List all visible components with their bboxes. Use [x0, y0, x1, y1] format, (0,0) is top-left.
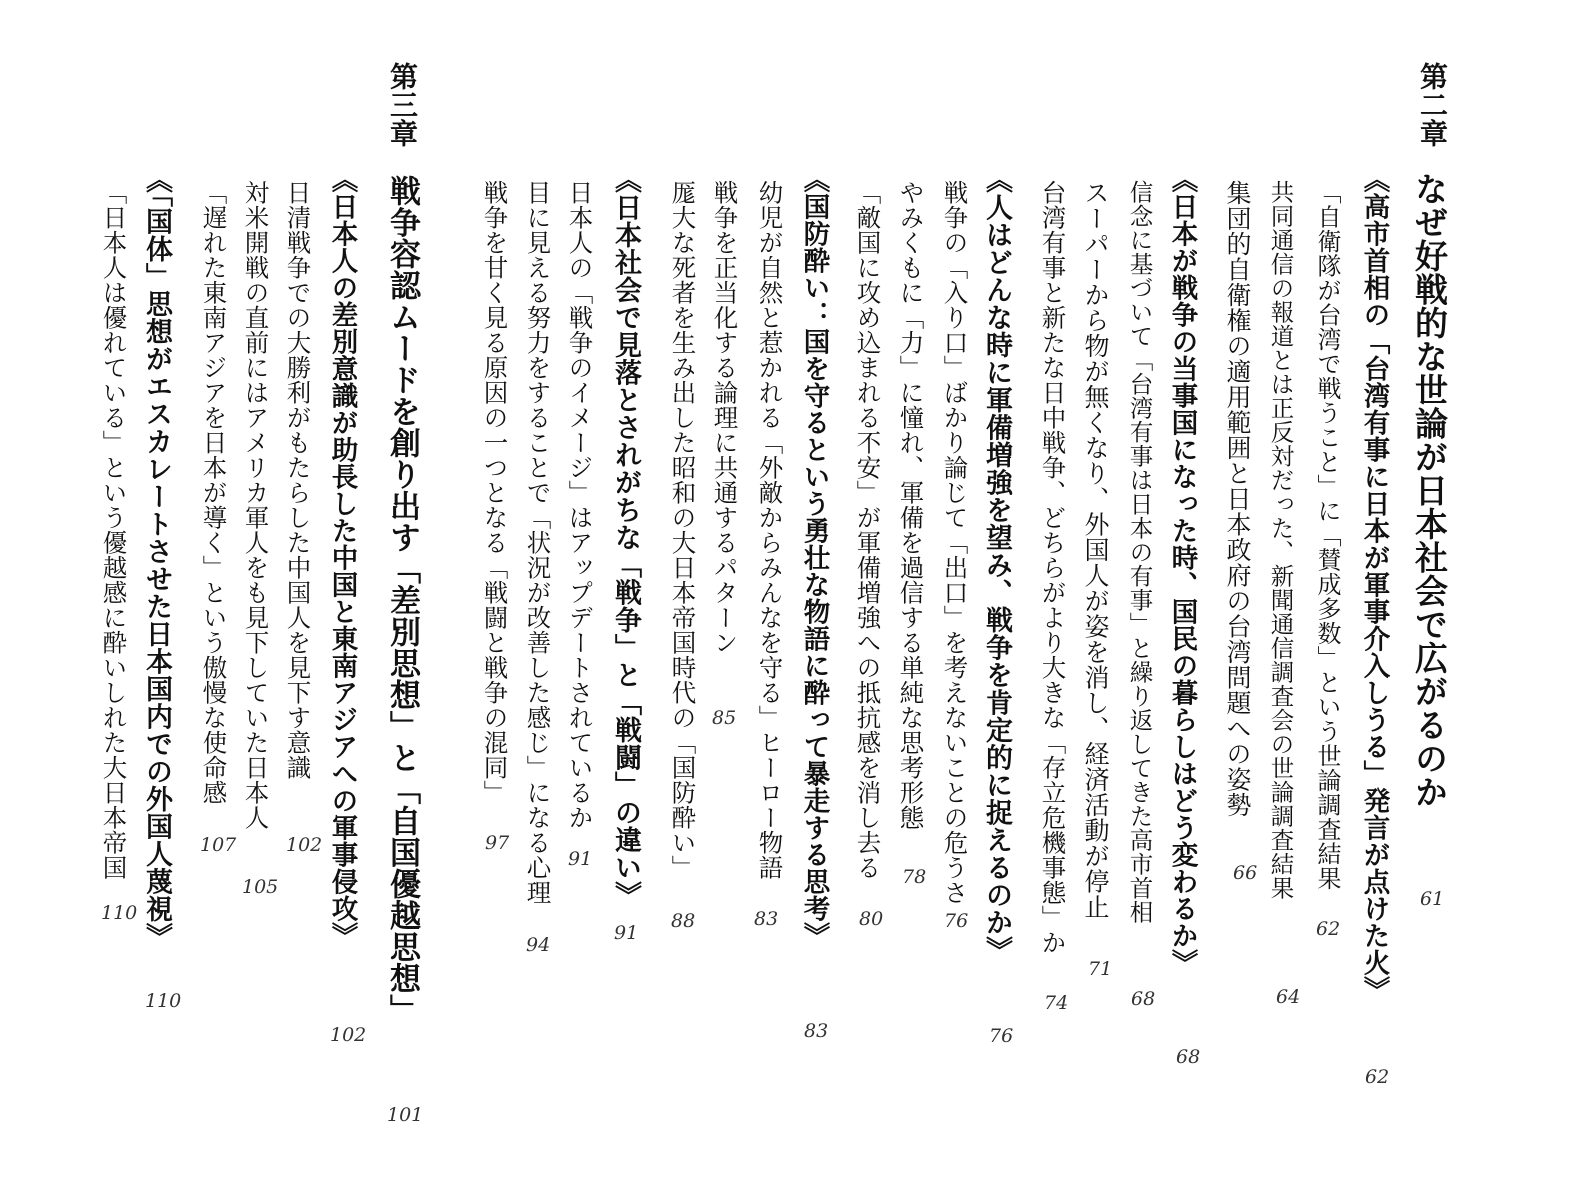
list-item: 厖大な死者を生み出した昭和の大日本帝国時代の「国防酔い」 — [668, 180, 698, 880]
item-page: 78 — [902, 866, 927, 888]
item-page: 102 — [286, 834, 323, 856]
section-page: 76 — [989, 1025, 1014, 1047]
item-page: 85 — [712, 707, 737, 729]
section-heading: 《人はどんな時に軍備増強を望み、戦争を肯定的に捉えるのか》 — [981, 166, 1012, 964]
item-page: 62 — [1316, 918, 1341, 940]
section-page: 62 — [1365, 1066, 1390, 1088]
item-page: 91 — [568, 848, 593, 870]
section-heading: 《高市首相の「台湾有事に日本が軍事介入しうる」発言が点けた火》 — [1358, 166, 1390, 1003]
chapter-3-title-page: 101 — [387, 1104, 424, 1126]
item-page: 107 — [200, 834, 237, 856]
item-page: 76 — [944, 910, 969, 932]
list-item: 日本人の「戦争のイメージ」はアップデートされているか — [565, 180, 595, 830]
list-item: 台湾有事と新たな日中戦争、どちらがより大きな「存立危機事態」か — [1038, 180, 1068, 955]
list-item: 戦争を甘く見る原因の一つとなる「戦闘と戦争の混同」 — [480, 180, 510, 805]
item-page: 94 — [526, 934, 551, 956]
item-page: 74 — [1044, 992, 1069, 1014]
list-item: 「敵国に攻め込まれる不安」が軍備増強への抵抗感を消し去る — [853, 180, 883, 880]
item-page: 68 — [1131, 988, 1156, 1010]
list-item: 日清戦争での大勝利がもたらした中国人を見下す意識 — [283, 180, 313, 780]
item-page: 105 — [242, 876, 279, 898]
list-item: 「遅れた東南アジアを日本が導く」という傲慢な使命感 — [199, 180, 229, 805]
list-item: 幼児が自然と惹かれる「外敵からみんなを守る」ヒーロー物語 — [755, 180, 785, 880]
item-page: 80 — [859, 908, 884, 930]
section-heading: 《日本社会で見落とされがちな「戦争」と「戦闘」の違い》 — [610, 166, 641, 909]
section-heading: 《日本人の差別意識が助長した中国と東南アジアへの軍事侵攻》 — [326, 166, 358, 949]
section-page: 110 — [145, 990, 182, 1012]
section-heading: 《日本が戦争の当事国になった時、国民の暮らしはどう変わるか》 — [1166, 166, 1198, 976]
list-item: 「自衛隊が台湾で戦うこと」に「賛成多数」という世論調査結果 — [1313, 180, 1341, 891]
list-item: 戦争の「入り口」ばかり論じて「出口」を考えないことの危うさ — [940, 180, 970, 905]
chapter-2-title-page: 61 — [1420, 888, 1445, 910]
chapter-3-title: 戦争容認ムードを創り出す「差別思想」と「自国優越思想」 — [384, 175, 420, 1026]
section-page: 102 — [330, 1024, 367, 1046]
list-item: 集団的自衛権の適用範囲と日本政府の台湾問題への姿勢 — [1223, 180, 1252, 818]
list-item: 対米開戦の直前にはアメリカ軍人をも見下していた日本人 — [241, 180, 271, 830]
list-item: 共同通信の報道とは正反対だった、新聞通信調査会の世論調査結果 — [1266, 180, 1295, 900]
list-item: 「日本人は優れている」という優越感に酔いしれた大日本帝国 — [99, 180, 129, 880]
item-page: 83 — [754, 908, 779, 930]
item-page: 110 — [101, 902, 138, 924]
chapter-3-label: 第三章 — [386, 62, 419, 148]
list-item: 目に見える努力をすることで「状況が改善した感じ」になる心理 — [523, 180, 553, 905]
section-heading: 《国防酔い：国を守るという勇壮な物語に酔って暴走する思考》 — [798, 166, 830, 949]
item-page: 71 — [1088, 958, 1113, 980]
item-page: 64 — [1276, 986, 1301, 1008]
chapter-2-title: なぜ好戦的な世論が日本社会で広がるのか — [1410, 172, 1449, 809]
chapter-2-label: 第二章 — [1416, 62, 1449, 148]
section-page: 91 — [614, 922, 639, 944]
section-page: 83 — [804, 1020, 829, 1042]
section-heading: 《「国体」思想がエスカレートさせた日本国内での外国人蔑視》 — [141, 166, 172, 950]
list-item: やみくもに「力」に憧れ、軍備を過信する単純な思考形態 — [896, 180, 926, 830]
list-item: スーパーから物が無くなり、外国人が姿を消し、経済活動が停止 — [1081, 180, 1110, 920]
list-item: 戦争を正当化する論理に共通するパターン — [710, 180, 740, 655]
list-item: 信念に基づいて「台湾有事は日本の有事」と繰り返してきた高市首相 — [1125, 180, 1154, 924]
section-page: 68 — [1176, 1046, 1201, 1068]
item-page: 97 — [485, 832, 510, 854]
item-page: 88 — [671, 910, 696, 932]
item-page: 66 — [1233, 862, 1258, 884]
